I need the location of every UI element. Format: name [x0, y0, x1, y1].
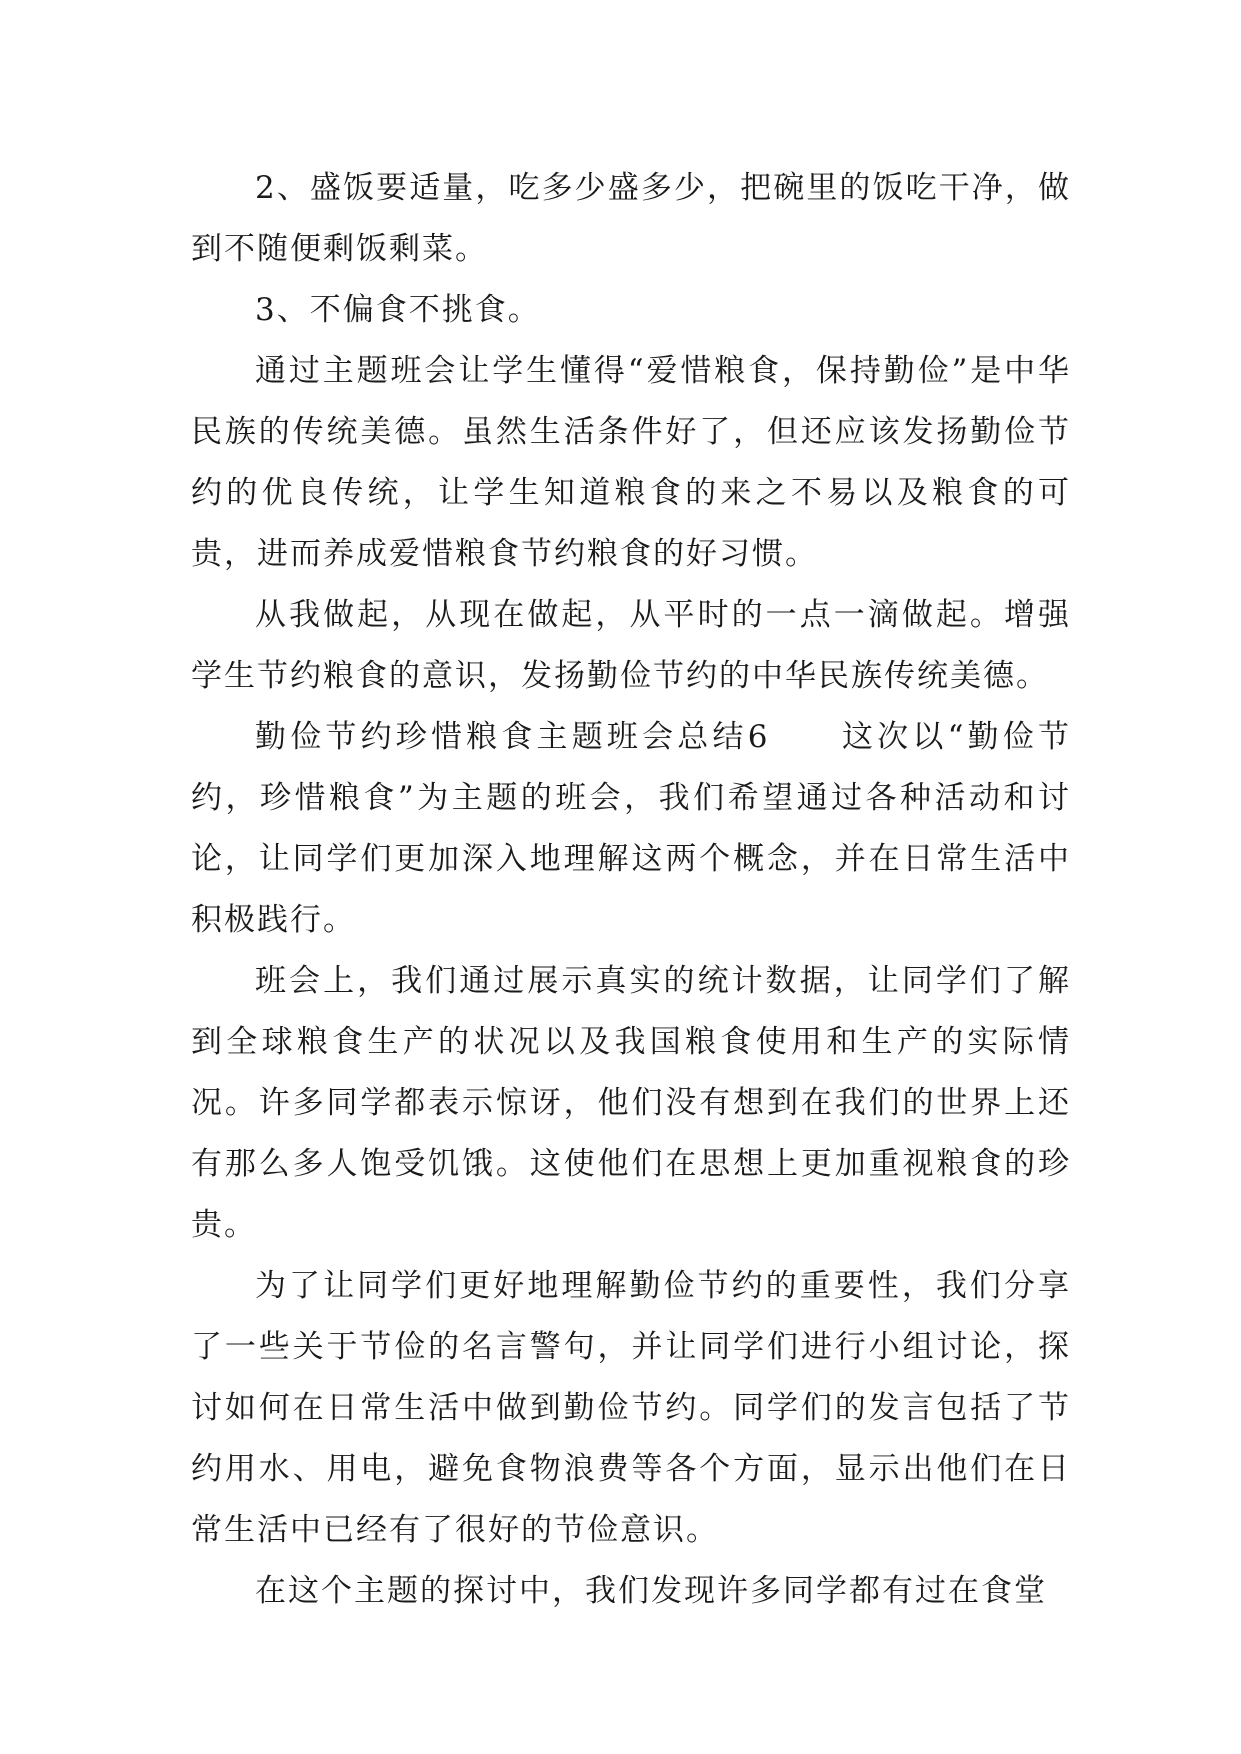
paragraph-serving-rule: 2、盛饭要适量，吃多少盛多少，把碗里的饭吃干净，做到不随便剩饭剩菜。	[191, 170, 1071, 267]
paragraph-cafeteria: 在这个主题的探讨中，我们发现许多同学都有过在食堂	[255, 1573, 1047, 1609]
paragraph-group-discussion: 为了让同学们更好地理解勤俭节约的重要性，我们分享了一些关于节俭的名言警句，并让同学们进行小组讨论，探讨如何在日常生活中做到勤俭节约。同学们的发言包括了节约用水、用电，避免食物浪费等各个方面，显示出他们在日常生活中已经有了很好的节俭意识。	[191, 1268, 1071, 1548]
paragraph-statistics: 班会上，我们通过展示真实的统计数据，让同学们了解到全球粮食生产的状况以及我国粮食使用和生产的实际情况。许多同学都表示惊讶，他们没有想到在我们的世界上还有那么多人饱受饥饿。这使他们在思想上更加重视粮食的珍贵。	[191, 963, 1071, 1243]
paragraph-start-from-me: 从我做起，从现在做起，从平时的一点一滴做起。增强学生节约粮食的意识，发扬勤俭节约的中华民族传统美德。	[191, 597, 1071, 694]
paragraph-no-picky-eating: 3、不偏食不挑食。	[255, 292, 541, 328]
paragraph-class-meeting-purpose: 通过主题班会让学生懂得“爱惜粮食，保持勤俭”是中华民族的传统美德。虽然生活条件好了，但还应该发扬勤俭节约的优良传统，让学生知道粮食的来之不易以及粮食的可贵，进而养成爱惜粮食节约粮食的好习惯。	[191, 353, 1071, 572]
paragraph-summary-6-intro: 勤俭节约珍惜粮食主题班会总结6 这次以“勤俭节约，珍惜粮食”为主题的班会，我们希望通过各种活动和讨论，让同学们更加深入地理解这两个概念，并在日常生活中积极践行。	[191, 719, 1071, 938]
document-body	[191, 158, 1071, 1622]
